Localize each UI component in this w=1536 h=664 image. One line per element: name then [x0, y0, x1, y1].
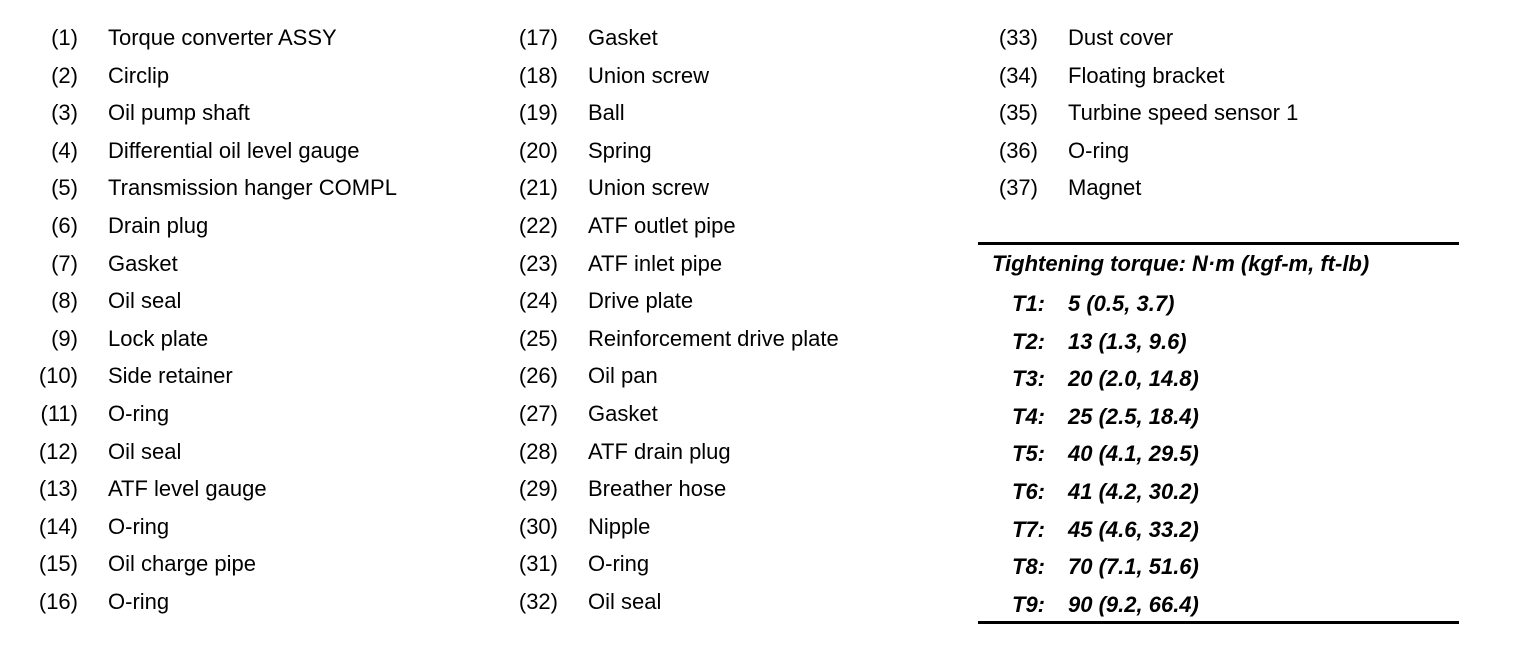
- part-row: [34, 361, 397, 399]
- part-row: [514, 98, 839, 136]
- part-number: (23): [518, 250, 558, 276]
- part-row: [994, 98, 1298, 136]
- part-name: Dust cover: [1068, 25, 1174, 50]
- part-row: [994, 173, 1298, 211]
- part-number: (8): [51, 288, 78, 314]
- part-name: Reinforcement drive plate: [588, 325, 839, 351]
- part-name: ATF inlet pipe: [588, 250, 723, 276]
- part-row: [34, 512, 397, 550]
- torque-value: 40 (4.1, 29.5): [1068, 441, 1199, 467]
- part-number: (28): [518, 438, 558, 464]
- torque-id: T4:: [1012, 403, 1045, 429]
- part-name: Drain plug: [108, 212, 209, 238]
- part-row: [34, 549, 397, 587]
- part-number: (9): [51, 325, 78, 351]
- torque-value: 45 (4.6, 33.2): [1068, 516, 1199, 542]
- part-name: Spring: [588, 137, 652, 163]
- part-row: [514, 399, 839, 437]
- torque-value: 41 (4.2, 30.2): [1068, 478, 1199, 504]
- part-name: ATF level gauge: [108, 476, 267, 502]
- part-number: (14): [38, 513, 78, 539]
- part-row: [514, 474, 839, 512]
- torque-id: T3:: [1012, 366, 1045, 392]
- torque-row: [1012, 439, 1199, 477]
- part-number: (2): [51, 62, 78, 88]
- part-number: (19): [518, 100, 558, 126]
- torque-value: 13 (1.3, 9.6): [1068, 328, 1187, 354]
- part-row: [514, 512, 839, 550]
- part-row: [34, 286, 397, 324]
- part-name: Oil charge pipe: [108, 551, 256, 577]
- part-number: (5): [51, 175, 78, 201]
- part-number: (10): [38, 363, 78, 389]
- torque-id: T1:: [1012, 291, 1045, 316]
- part-number: (12): [38, 438, 78, 464]
- part-name: Drive plate: [588, 288, 694, 314]
- part-number: (35): [998, 100, 1038, 126]
- part-name: Union screw: [588, 62, 710, 88]
- part-row: [34, 136, 397, 174]
- torque-row: [1012, 515, 1199, 553]
- part-row: [514, 173, 839, 211]
- part-name: Oil seal: [108, 288, 182, 314]
- part-name: Oil pan: [588, 363, 658, 389]
- tightening-torque-table: [978, 242, 1459, 624]
- part-name: Gasket: [108, 250, 178, 276]
- part-number: (1): [51, 25, 78, 50]
- torque-value: 90 (9.2, 66.4): [1068, 591, 1199, 617]
- part-name: Lock plate: [108, 325, 209, 351]
- part-number: (16): [38, 588, 78, 614]
- part-name: Floating bracket: [1068, 62, 1225, 88]
- part-row: [514, 136, 839, 174]
- part-name: Oil seal: [108, 438, 182, 464]
- part-row: [34, 437, 397, 475]
- part-name: O-ring: [108, 588, 170, 614]
- part-name: Transmission hanger COMPL: [108, 175, 397, 201]
- part-number: (18): [518, 62, 558, 88]
- torque-rows: [1012, 289, 1199, 627]
- part-number: (6): [51, 212, 78, 238]
- torque-id: T8:: [1012, 554, 1045, 580]
- part-row: [514, 324, 839, 362]
- parts-list-column-3: [994, 23, 1298, 211]
- part-number: (11): [40, 400, 78, 426]
- part-name: O-ring: [1068, 137, 1130, 163]
- part-name: Nipple: [588, 513, 651, 539]
- part-row: [514, 61, 839, 99]
- part-number: (17): [518, 25, 558, 50]
- part-number: (36): [998, 137, 1038, 163]
- part-name: Ball: [588, 100, 625, 126]
- part-row: [34, 98, 397, 136]
- part-row: [34, 474, 397, 512]
- parts-list-column-1: [34, 23, 397, 625]
- torque-id: T5:: [1012, 441, 1045, 467]
- part-number: (22): [518, 212, 558, 238]
- part-number: (27): [518, 400, 558, 426]
- part-name: O-ring: [588, 551, 650, 577]
- part-number: (24): [518, 288, 558, 314]
- torque-row: [1012, 364, 1199, 402]
- part-number: (7): [51, 250, 78, 276]
- part-number: (37): [998, 175, 1038, 201]
- part-number: (15): [38, 551, 78, 577]
- part-name: Circlip: [108, 62, 170, 88]
- part-name: Differential oil level gauge: [108, 137, 360, 163]
- part-number: (13): [38, 476, 78, 502]
- part-row: [994, 61, 1298, 99]
- part-number: (26): [518, 363, 558, 389]
- torque-row: [1012, 552, 1199, 590]
- torque-value: 25 (2.5, 18.4): [1068, 403, 1199, 429]
- torque-id: T6:: [1012, 478, 1045, 504]
- part-name: Side retainer: [108, 363, 233, 389]
- part-number: (29): [518, 476, 558, 502]
- torque-value: 20 (2.0, 14.8): [1068, 366, 1199, 392]
- part-number: (34): [998, 62, 1038, 88]
- part-row: [34, 61, 397, 99]
- part-row: [994, 136, 1298, 174]
- part-name: Torque converter ASSY: [108, 25, 337, 50]
- part-number: (33): [998, 25, 1038, 50]
- part-row: [514, 23, 839, 61]
- part-row: [514, 211, 839, 249]
- part-number: (21): [518, 175, 558, 201]
- part-number: (3): [51, 100, 78, 126]
- part-name: Union screw: [588, 175, 710, 201]
- torque-table-title: Tightening torque: N·m (kgf-m, ft-lb): [992, 251, 1370, 276]
- part-row: [514, 361, 839, 399]
- parts-list-column-2: [514, 23, 839, 625]
- part-number: (31): [518, 551, 558, 577]
- part-row: [34, 211, 397, 249]
- part-name: ATF outlet pipe: [588, 212, 736, 238]
- part-name: Breather hose: [588, 476, 727, 502]
- torque-row: [1012, 402, 1199, 440]
- torque-row: [1012, 477, 1199, 515]
- part-name: ATF drain plug: [588, 438, 731, 464]
- part-row: [34, 173, 397, 211]
- part-name: Gasket: [588, 25, 658, 50]
- torque-value: 5 (0.5, 3.7): [1068, 291, 1175, 316]
- torque-row: [1012, 289, 1199, 327]
- torque-row: [1012, 590, 1199, 628]
- torque-row: [1012, 327, 1199, 365]
- part-name: Gasket: [588, 400, 658, 426]
- part-number: (4): [51, 137, 78, 163]
- part-name: Oil pump shaft: [108, 100, 250, 126]
- part-row: [514, 249, 839, 287]
- torque-id: T2:: [1012, 328, 1045, 354]
- torque-value: 70 (7.1, 51.6): [1068, 554, 1199, 580]
- part-row: [34, 587, 397, 625]
- part-number: (30): [518, 513, 558, 539]
- part-row: [994, 23, 1298, 61]
- part-name: Magnet: [1068, 175, 1142, 201]
- part-row: [514, 587, 839, 625]
- part-number: (25): [518, 325, 558, 351]
- torque-id: T7:: [1012, 516, 1045, 542]
- part-name: O-ring: [108, 513, 170, 539]
- part-row: [34, 399, 397, 437]
- part-number: (20): [518, 137, 558, 163]
- part-row: [514, 549, 839, 587]
- part-number: (32): [518, 588, 558, 614]
- part-row: [514, 286, 839, 324]
- part-name: Turbine speed sensor 1: [1068, 100, 1299, 126]
- part-row: [34, 324, 397, 362]
- part-row: [34, 249, 397, 287]
- part-row: [34, 23, 397, 61]
- part-name: Oil seal: [588, 588, 662, 614]
- part-name: O-ring: [108, 400, 170, 426]
- part-row: [514, 437, 839, 475]
- torque-id: T9:: [1012, 591, 1045, 617]
